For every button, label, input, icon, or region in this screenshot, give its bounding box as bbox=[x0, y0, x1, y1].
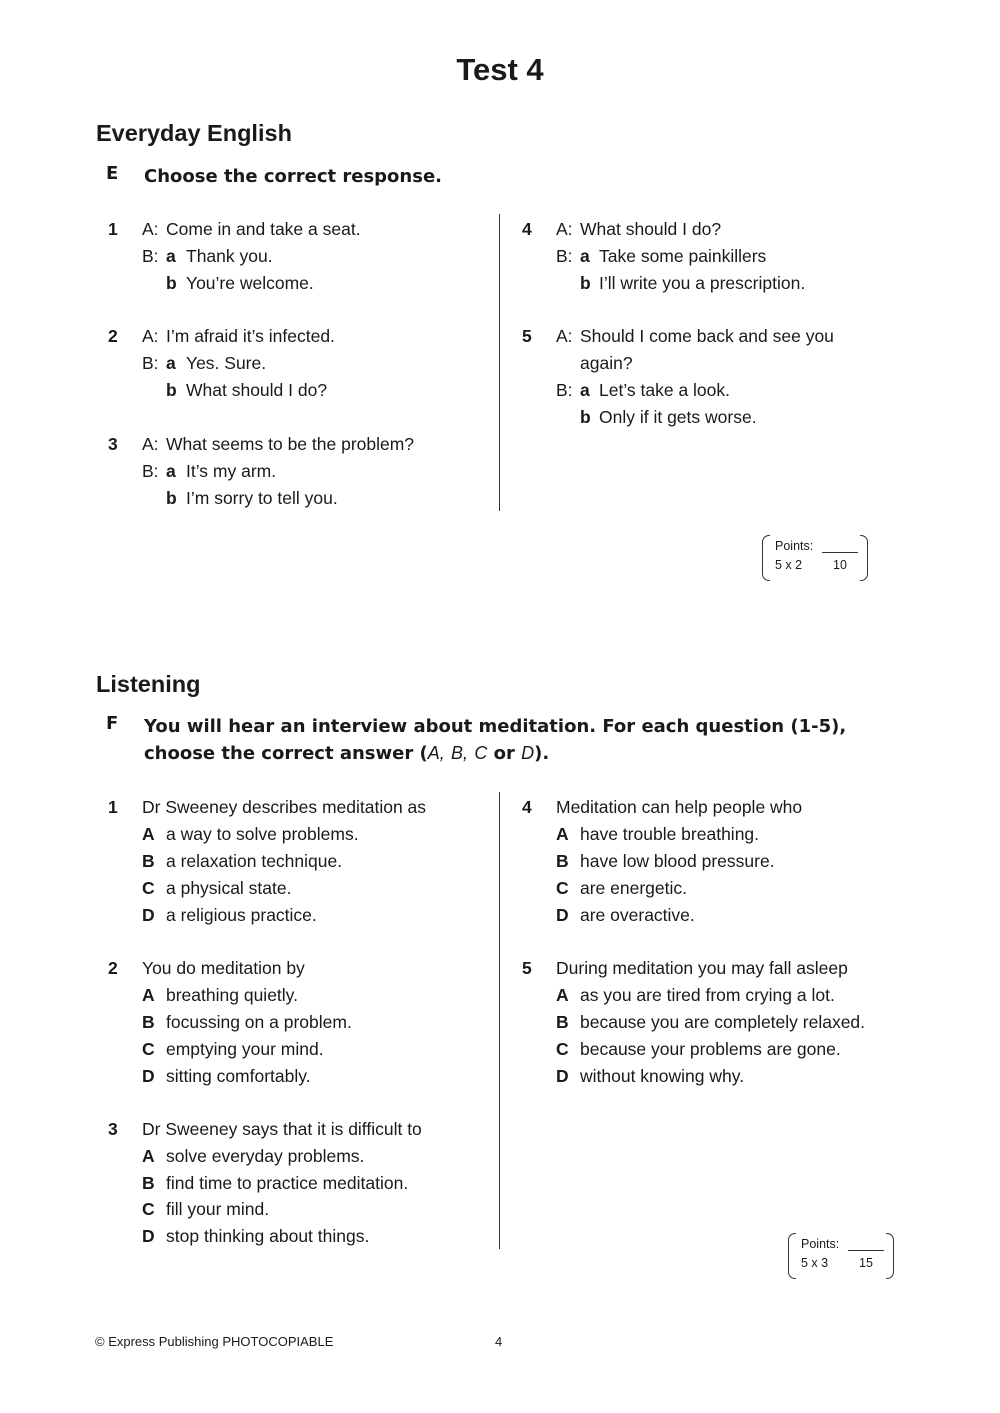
column-divider bbox=[499, 214, 500, 511]
option-a-letter: a bbox=[166, 246, 176, 266]
option-a-letter: a bbox=[166, 353, 176, 373]
option-b-letter: b bbox=[166, 488, 177, 508]
option-c: C because your problems are gone. bbox=[556, 1039, 841, 1059]
section-heading-listening: Listening bbox=[96, 671, 201, 697]
option-b-letter: b bbox=[166, 380, 177, 400]
option-b: B find time to practice meditation. bbox=[142, 1173, 409, 1193]
exercise-letter: E bbox=[106, 163, 119, 184]
question-number: 2 bbox=[108, 326, 118, 346]
option-c: C are energetic. bbox=[556, 878, 688, 898]
instruction-text: Choose the correct response. bbox=[144, 166, 443, 187]
column-divider bbox=[499, 792, 500, 1249]
question-stem: You do meditation by bbox=[142, 958, 305, 978]
option-b-text: I’ll write you a prescription. bbox=[599, 273, 806, 293]
option-b: B a relaxation technique. bbox=[142, 851, 343, 871]
option-d: D a religious practice. bbox=[142, 905, 317, 925]
section-heading-everyday-english: Everyday English bbox=[96, 120, 292, 146]
speaker-a-label: A: bbox=[142, 434, 159, 454]
footer-page-number: 4 bbox=[495, 1334, 503, 1349]
option-a: A have trouble breathing. bbox=[556, 824, 760, 844]
speaker-b-label: B: bbox=[142, 461, 159, 481]
points-total: 15 bbox=[859, 1256, 873, 1270]
question-number: 3 bbox=[108, 1119, 118, 1139]
question-number: 5 bbox=[522, 958, 532, 978]
option-d: D stop thinking about things. bbox=[142, 1226, 370, 1246]
speaker-b-label: B: bbox=[142, 246, 159, 266]
option-b: B because you are completely relaxed. bbox=[556, 1012, 866, 1032]
speaker-a-line: What should I do? bbox=[580, 219, 722, 239]
option-a-text: Let’s take a look. bbox=[599, 380, 731, 400]
option-b-letter: b bbox=[166, 273, 177, 293]
exercise-e-instruction bbox=[106, 163, 906, 191]
option-a-letter: a bbox=[580, 380, 590, 400]
speaker-a-line: What seems to be the problem? bbox=[166, 434, 415, 454]
option-b-text: Only if it gets worse. bbox=[599, 407, 757, 427]
question-number: 4 bbox=[522, 219, 532, 239]
option-b-text: I’m sorry to tell you. bbox=[186, 488, 338, 508]
option-a-text: Yes. Sure. bbox=[186, 353, 267, 373]
score-blank bbox=[822, 552, 858, 553]
option-a-text: It’s my arm. bbox=[186, 461, 277, 481]
points-calculation: 5 x 2 bbox=[775, 558, 803, 572]
option-a-letter: a bbox=[580, 246, 590, 266]
option-c: C a physical state. bbox=[142, 878, 292, 898]
option-b-text: You’re welcome. bbox=[186, 273, 314, 293]
option-d: D are overactive. bbox=[556, 905, 695, 925]
option-b: B focussing on a problem. bbox=[142, 1012, 352, 1032]
exercise-f-instruction bbox=[106, 713, 956, 769]
question-number: 1 bbox=[108, 797, 118, 817]
option-a-text: Thank you. bbox=[186, 246, 273, 266]
score-blank bbox=[848, 1250, 884, 1251]
footer-copyright: © Express Publishing PHOTOCOPIABLE bbox=[95, 1334, 334, 1349]
question-number: 3 bbox=[108, 434, 118, 454]
question-stem: Dr Sweeney describes meditation as bbox=[142, 797, 427, 817]
instruction-line-1: You will hear an interview about meditation. For each question (1-5), bbox=[144, 716, 847, 737]
instruction-line-2: choose the correct answer (A, B, C or D). bbox=[144, 743, 550, 764]
points-label: Points: bbox=[775, 539, 814, 553]
speaker-a-line: I’m afraid it’s infected. bbox=[166, 326, 335, 346]
question-stem: Meditation can help people who bbox=[556, 797, 803, 817]
option-b-letter: b bbox=[580, 407, 591, 427]
exercise-letter: F bbox=[106, 713, 119, 734]
option-d: D without knowing why. bbox=[556, 1066, 745, 1086]
option-b: B have low blood pressure. bbox=[556, 851, 775, 871]
speaker-a-label: A: bbox=[556, 326, 573, 346]
speaker-a-label: A: bbox=[142, 326, 159, 346]
option-a: A breathing quietly. bbox=[142, 985, 298, 1005]
question-stem: During meditation you may fall asleep bbox=[556, 958, 848, 978]
points-total: 10 bbox=[833, 558, 847, 572]
speaker-a-line: Should I come back and see you bbox=[580, 326, 834, 346]
option-a: A as you are tired from crying a lot. bbox=[556, 985, 835, 1005]
option-a-text: Take some painkillers bbox=[599, 246, 767, 266]
speaker-b-label: B: bbox=[556, 246, 573, 266]
option-a: A solve everyday problems. bbox=[142, 1146, 365, 1166]
speaker-b-label: B: bbox=[142, 353, 159, 373]
points-calculation: 5 x 3 bbox=[801, 1256, 829, 1270]
points-box-listening bbox=[788, 1233, 894, 1279]
question-stem: Dr Sweeney says that it is difficult to bbox=[142, 1119, 422, 1139]
speaker-b-label: B: bbox=[556, 380, 573, 400]
option-a: A a way to solve problems. bbox=[142, 824, 359, 844]
option-c: C emptying your mind. bbox=[142, 1039, 324, 1059]
question-number: 1 bbox=[108, 219, 118, 239]
points-box-everyday bbox=[762, 535, 868, 581]
speaker-a-line: Come in and take a seat. bbox=[166, 219, 361, 239]
option-b-text: What should I do? bbox=[186, 380, 328, 400]
option-c: C fill your mind. bbox=[142, 1199, 270, 1219]
question-number: 5 bbox=[522, 326, 532, 346]
question-number: 2 bbox=[108, 958, 118, 978]
question-number: 4 bbox=[522, 797, 532, 817]
speaker-a-label: A: bbox=[556, 219, 573, 239]
option-d: D sitting comfortably. bbox=[142, 1066, 311, 1086]
points-label: Points: bbox=[801, 1237, 840, 1251]
page-title: Test 4 bbox=[456, 52, 544, 87]
speaker-a-label: A: bbox=[142, 219, 159, 239]
speaker-a-line-continued: again? bbox=[580, 353, 633, 373]
option-a-letter: a bbox=[166, 461, 176, 481]
option-b-letter: b bbox=[580, 273, 591, 293]
